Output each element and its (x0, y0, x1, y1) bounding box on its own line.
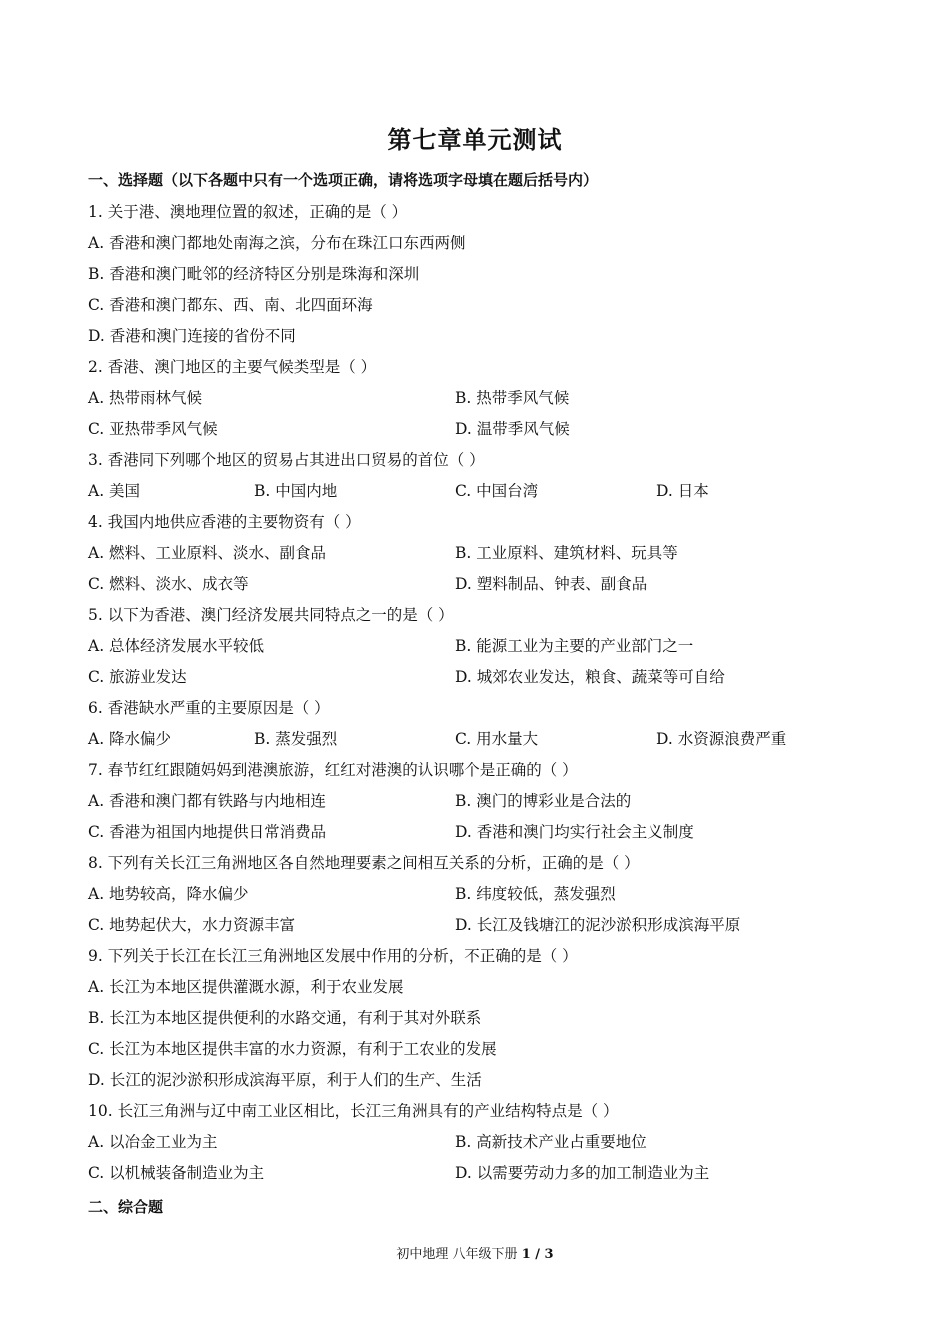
section-heading-choice: 一、选择题（以下各题中只有一个选项正确，请将选项字母填在题后括号内） (88, 171, 599, 189)
question-1-stem: 1. 关于港、澳地理位置的叙述，正确的是（ ） (88, 203, 408, 221)
question-10-option-b: B. 高新技术产业占重要地位 (455, 1133, 647, 1151)
question-3-option-c: C. 中国台湾 (455, 482, 539, 500)
page-number: 1 / 3 (521, 1247, 554, 1262)
question-3-option-d: D. 日本 (656, 482, 709, 500)
question-8-option-d: D. 长江及钱塘江的泥沙淤积形成滨海平原 (455, 916, 741, 934)
question-7-option-d: D. 香港和澳门均实行社会主义制度 (455, 823, 694, 841)
question-10-option-c: C. 以机械装备制造业为主 (88, 1164, 265, 1182)
question-7-option-c: C. 香港为祖国内地提供日常消费品 (88, 823, 327, 841)
question-2-stem: 2. 香港、澳门地区的主要气候类型是（ ） (88, 358, 377, 376)
question-9-option-a: A. 长江为本地区提供灌溉水源，利于农业发展 (88, 978, 404, 996)
question-1-option-a: A. 香港和澳门都地处南海之滨，分布在珠江口东西两侧 (88, 234, 466, 252)
question-9-option-c: C. 长江为本地区提供丰富的水力资源，有利于工农业的发展 (88, 1040, 497, 1058)
question-8-option-b: B. 纬度较低，蒸发强烈 (455, 885, 616, 903)
question-8-option-a: A. 地势较高，降水偏少 (88, 885, 249, 903)
question-9-option-d: D. 长江的泥沙淤积形成滨海平原，利于人们的生产、生活 (88, 1071, 482, 1089)
question-5-option-d: D. 城郊农业发达，粮食、蔬菜等可自给 (455, 668, 725, 686)
question-6-option-a: A. 降水偏少 (88, 730, 172, 748)
question-10-option-d: D. 以需要劳动力多的加工制造业为主 (455, 1164, 710, 1182)
question-10-option-a: A. 以冶金工业为主 (88, 1133, 218, 1151)
question-5-option-b: B. 能源工业为主要的产业部门之一 (455, 637, 694, 655)
question-5-option-c: C. 旅游业发达 (88, 668, 187, 686)
question-3-option-b: B. 中国内地 (254, 482, 338, 500)
question-1-option-b: B. 香港和澳门毗邻的经济特区分别是珠海和深圳 (88, 265, 420, 283)
question-9-stem: 9. 下列关于长江在长江三角洲地区发展中作用的分析，不正确的是（ ） (88, 947, 578, 965)
question-2-option-a: A. 热带雨林气候 (88, 389, 203, 407)
question-2-option-b: B. 热带季风气候 (455, 389, 570, 407)
question-1-option-d: D. 香港和澳门连接的省份不同 (88, 327, 296, 345)
question-4-option-d: D. 塑料制品、钟表、副食品 (455, 575, 648, 593)
question-8-option-c: C. 地势起伏大，水力资源丰富 (88, 916, 296, 934)
question-6-stem: 6. 香港缺水严重的主要原因是（ ） (88, 699, 330, 717)
question-5-option-a: A. 总体经济发展水平较低 (88, 637, 265, 655)
question-2-option-c: C. 亚热带季风气候 (88, 420, 218, 438)
question-6-option-d: D. 水资源浪费严重 (656, 730, 787, 748)
question-3-option-a: A. 美国 (88, 482, 141, 500)
question-6-option-b: B. 蒸发强烈 (254, 730, 338, 748)
question-4-option-a: A. 燃料、工业原料、淡水、副食品 (88, 544, 327, 562)
page-footer (0, 1246, 950, 1264)
question-8-stem: 8. 下列有关长江三角洲地区各自然地理要素之间相互关系的分析，正确的是（ ） (88, 854, 640, 872)
question-5-stem: 5. 以下为香港、澳门经济发展共同特点之一的是（ ） (88, 606, 454, 624)
question-7-option-a: A. 香港和澳门都有铁路与内地相连 (88, 792, 327, 810)
question-2-option-d: D. 温带季风气候 (455, 420, 570, 438)
question-10-stem: 10. 长江三角洲与辽中南工业区相比，长江三角洲具有的产业结构特点是（ ） (88, 1102, 619, 1120)
question-7-option-b: B. 澳门的博彩业是合法的 (455, 792, 632, 810)
question-6-option-c: C. 用水量大 (455, 730, 539, 748)
footer-text: 初中地理 八年级下册 (396, 1247, 522, 1262)
question-4-option-c: C. 燃料、淡水、成衣等 (88, 575, 249, 593)
question-1-option-c: C. 香港和澳门都东、西、南、北四面环海 (88, 296, 373, 314)
section-heading-comprehensive: 二、综合题 (88, 1198, 164, 1216)
question-9-option-b: B. 长江为本地区提供便利的水路交通，有利于其对外联系 (88, 1009, 482, 1027)
question-4-stem: 4. 我国内地供应香港的主要物资有（ ） (88, 513, 361, 531)
question-7-stem: 7. 春节红红跟随妈妈到港澳旅游，红红对港澳的认识哪个是正确的（ ） (88, 761, 578, 779)
question-4-option-b: B. 工业原料、建筑材料、玩具等 (455, 544, 678, 562)
page-title: 第七章单元测试 (387, 126, 563, 154)
question-3-stem: 3. 香港同下列哪个地区的贸易占其进出口贸易的首位（ ） (88, 451, 485, 469)
